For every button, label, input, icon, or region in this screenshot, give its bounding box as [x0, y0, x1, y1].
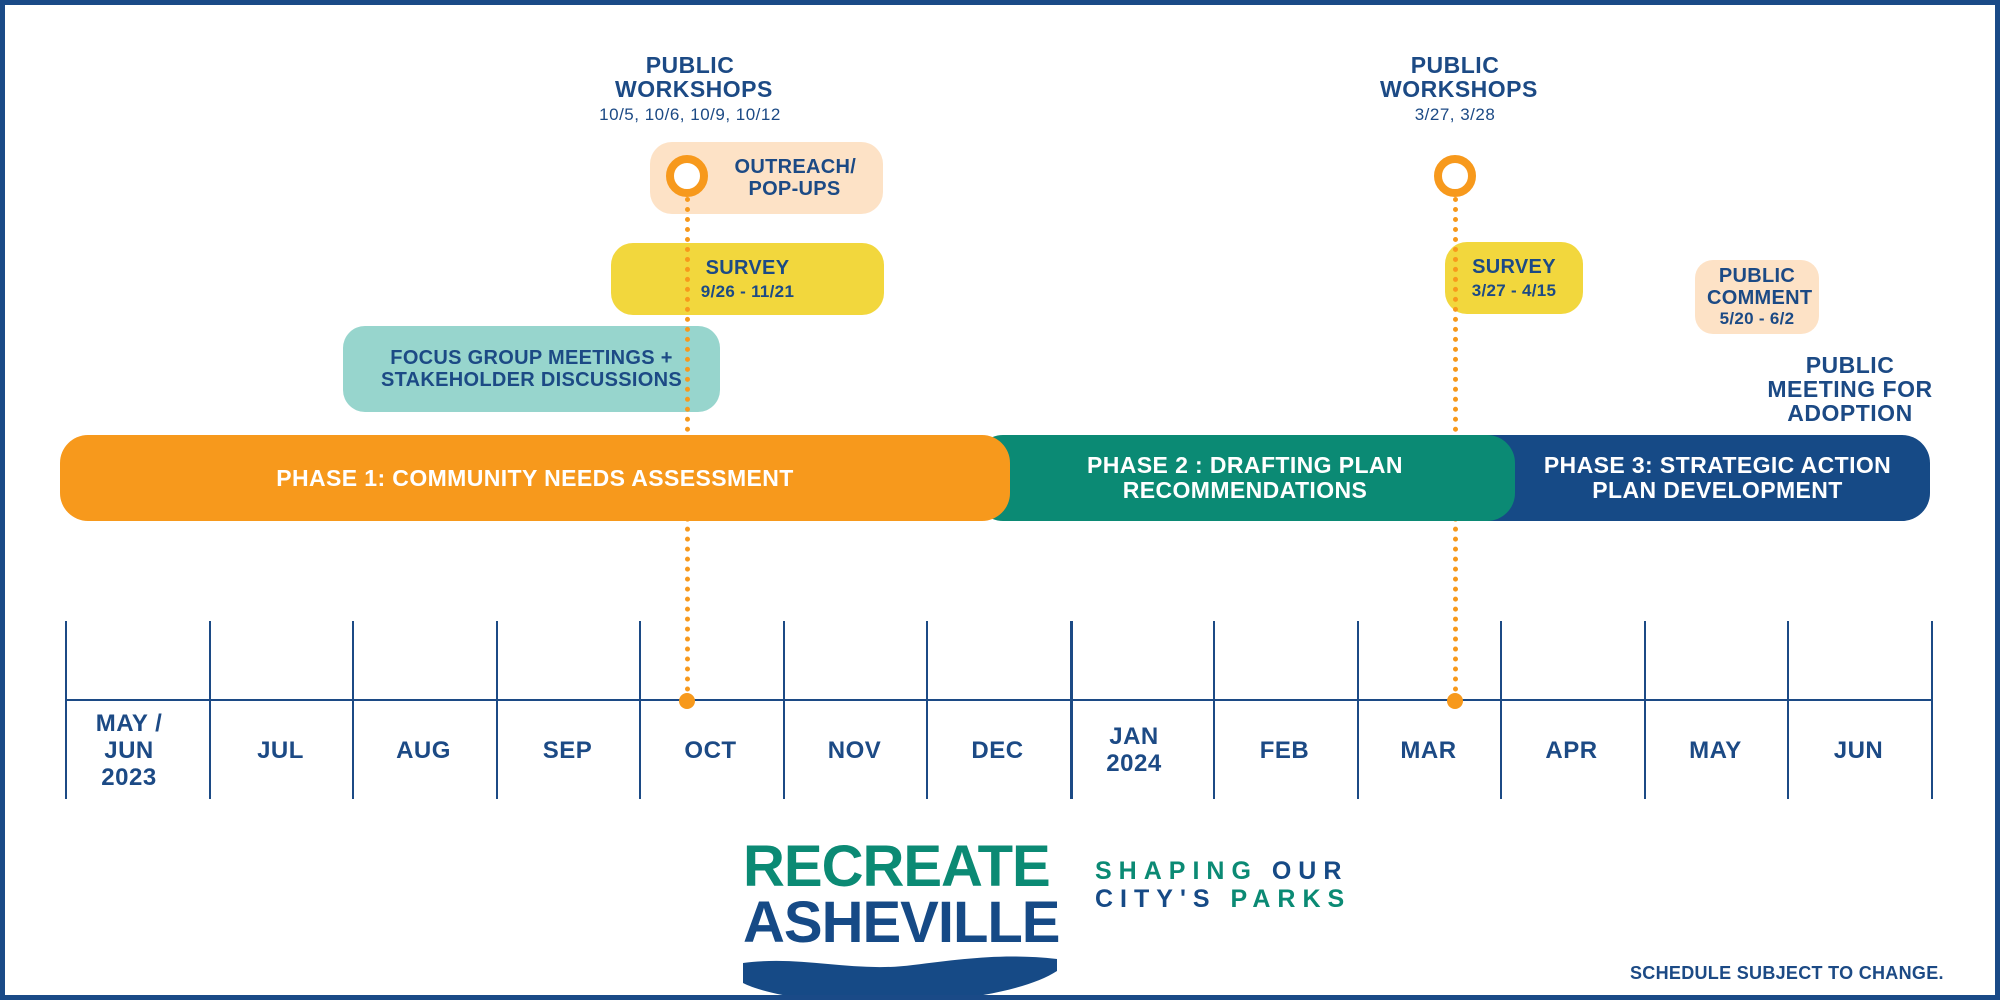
survey-spring-dates: 3/27 - 4/15 — [1471, 280, 1557, 300]
month-label: FEB — [1259, 736, 1310, 764]
phase-1-label: PHASE 1: COMMUNITY NEEDS ASSESSMENT — [276, 464, 794, 491]
survey-spring-pill — [1445, 242, 1583, 314]
month-label: OCT — [684, 736, 737, 764]
logo-wave-icon — [743, 953, 1057, 1000]
workshops-mar-dates: 3/27, 3/28 — [1414, 105, 1496, 124]
workshop-marker-oct — [666, 155, 708, 197]
public-comment-pill — [1695, 260, 1819, 334]
month-label: DEC — [971, 736, 1024, 764]
logo-line-1: RECREATE — [743, 834, 1050, 899]
tagline-citys: CITY'S — [1095, 885, 1217, 913]
oct-axis-dot — [679, 693, 695, 709]
survey-spring-title: SURVEY — [1472, 255, 1556, 278]
month-label: NOV — [827, 736, 882, 764]
workshops-oct-title: PUBLIC WORKSHOPS — [615, 52, 773, 102]
public-workshops-mar — [1330, 53, 1580, 125]
phase-2-label: PHASE 2 : DRAFTING PLAN RECOMMENDATIONS — [1087, 452, 1403, 503]
logo-line-2: ASHEVILLE — [743, 890, 1060, 955]
phase-3-bar — [1465, 435, 1930, 521]
adoption-meeting-label: PUBLIC MEETING FOR ADOPTION — [1767, 352, 1933, 426]
tagline-our: OUR — [1271, 857, 1349, 885]
month-label: MAR — [1400, 736, 1457, 764]
schedule-note: SCHEDULE SUBJECT TO CHANGE. — [1630, 963, 1944, 983]
phase-3-label: PHASE 3: STRATEGIC ACTION PLAN DEVELOPMENT — [1543, 452, 1892, 503]
month-label: MAY / JUN 2023 — [95, 709, 163, 791]
axis-tick — [1931, 621, 1933, 799]
mar-axis-dot — [1447, 693, 1463, 709]
focus-group-label: FOCUS GROUP MEETINGS + STAKEHOLDER DISCUSSIONS — [380, 347, 682, 391]
month-label: AUG — [396, 736, 451, 764]
tagline — [1095, 857, 1435, 913]
month-label: JUL — [257, 736, 304, 764]
month-label: JUN — [1833, 736, 1884, 764]
workshops-oct-dates: 10/5, 10/6, 10/9, 10/12 — [599, 105, 781, 124]
recreate-asheville-logo — [743, 834, 1063, 1000]
month-label: JAN 2024 — [1106, 723, 1162, 777]
public-comment-title: PUBLIC COMMENT — [1707, 265, 1813, 309]
month-label: APR — [1545, 736, 1598, 764]
survey-fall-title: SURVEY — [705, 256, 790, 279]
workshop-marker-mar — [1434, 155, 1476, 197]
outreach-label: OUTREACH/ POP-UPS — [734, 156, 857, 200]
focus-group-pill — [343, 326, 720, 412]
public-workshops-oct — [565, 53, 815, 125]
tagline-parks: PARKS — [1230, 885, 1352, 913]
phase-1-bar — [60, 435, 1010, 521]
workshops-mar-title: PUBLIC WORKSHOPS — [1380, 52, 1538, 102]
survey-fall-pill — [611, 243, 884, 315]
month-label: SEP — [542, 736, 593, 764]
survey-fall-dates: 9/26 - 11/21 — [700, 281, 795, 301]
tagline-shaping: SHAPING — [1095, 857, 1258, 885]
month-label: MAY — [1689, 736, 1742, 764]
phase-2-bar — [975, 435, 1515, 521]
public-comment-dates: 5/20 - 6/2 — [1719, 309, 1795, 328]
